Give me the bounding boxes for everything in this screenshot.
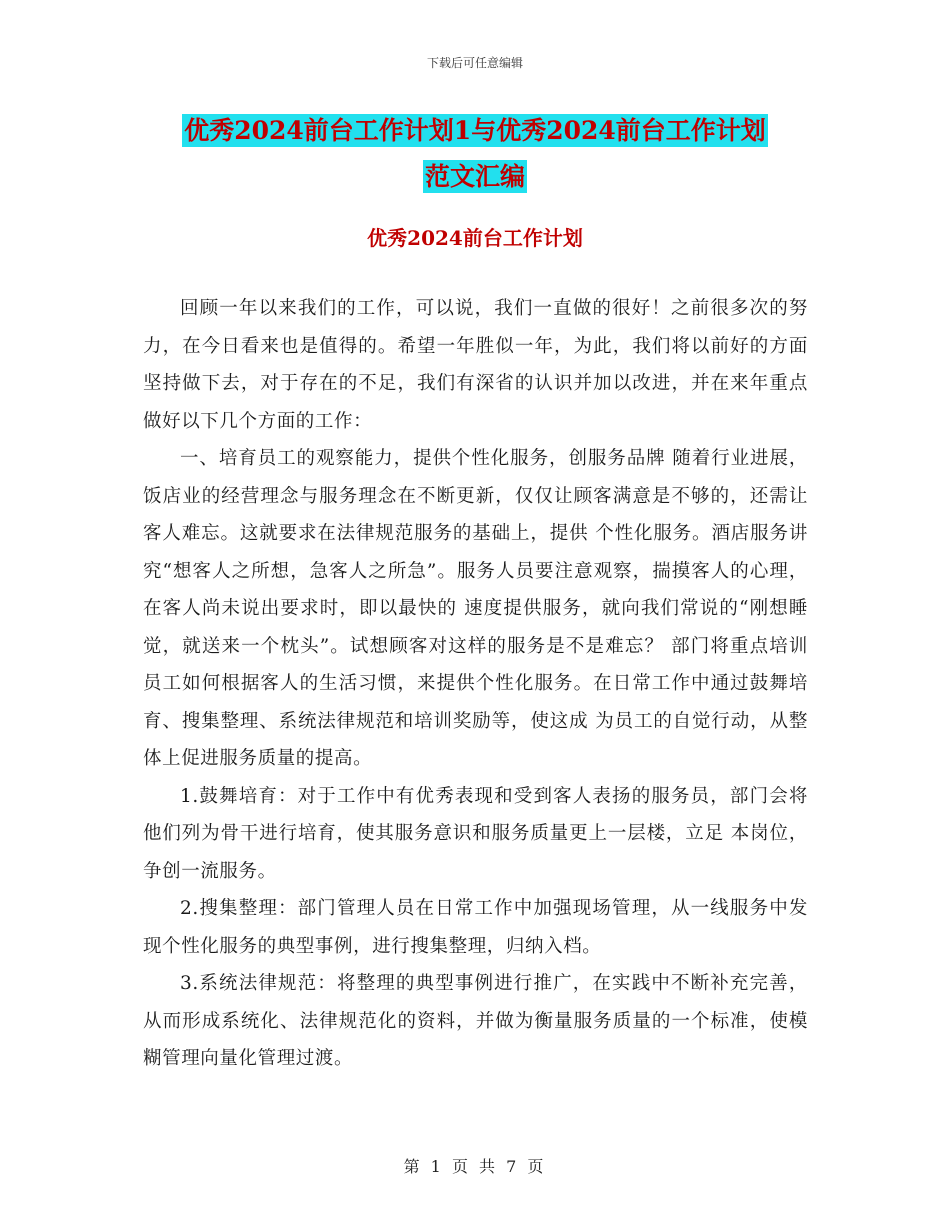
paragraph: 2.搜集整理：部门管理人员在日常工作中加强现场管理，从一线服务中发现个性化服务的典型事例，进行搜集整理，归纳入档。: [143, 898, 808, 957]
paragraph: 3.系统法律规范：将整理的典型事例进行推广，在实践中不断补充完善，从而形成系统化、法律规范化的资料，并做为衡量服务质量的一个标准，使模 糊管理向量化管理过渡。: [143, 973, 808, 1069]
document-title-line-1: 优秀2024前台工作计划1与优秀2024前台工作计划: [184, 116, 766, 145]
section-title: 优秀2024前台工作计划: [367, 226, 583, 250]
document-title: [0, 108, 950, 200]
paragraph: 1.鼓舞培育：对于工作中有优秀表现和受到客人表扬的服务员，部门会将他们列为骨干进行培育，使其服务意识和服务质量更上一层楼，立足 本岗位，争创一流服务。: [143, 785, 808, 882]
page-number-footer: 第 1 页 共 7 页: [403, 1157, 547, 1176]
body-text: [143, 290, 808, 1078]
header-note: 下载后可任意编辑: [426, 56, 523, 70]
document-title-line-2: 范文汇编: [424, 162, 525, 191]
paragraph: 回顾一年以来我们的工作，可以说，我们一直做的很好！之前很多次的努力，在今日看来也是值得的。希望一年胜似一年，为此，我们将以前好的方面坚持做下去，对于存在的不足，我们有深省的认识并加以改进，并在来年重点做好以下几个方面的工作：: [143, 298, 808, 432]
paragraph: 一、培育员工的观察能力，提供个性化服务，创服务品牌 随着行业进展，饭店业的经营理念与服务理念在不断更新，仅仅让顾客满意是不够的，还需让客人难忘。这就要求在法律规范服务的基础上，提供 个性化服务。酒店服务讲究“想客人之所想，急客人之所急”。服务人员要注意观察，揣摸客人的心理，在客人尚未说出要求时，即以最快的 速度提供服务，就向我们常说的“刚想睡觉，就送来一个枕头”。试想顾客对这样的服务是不是难忘？ 部门将重点培训员工如何根据客人的生活习惯，来提供个性化服务。在日常工作中通过鼓舞培育、搜集整理、系统法律规范和培训奖励等，使这成 为员工的自觉行动，从整体上促进服务质量的提高。: [143, 448, 808, 769]
